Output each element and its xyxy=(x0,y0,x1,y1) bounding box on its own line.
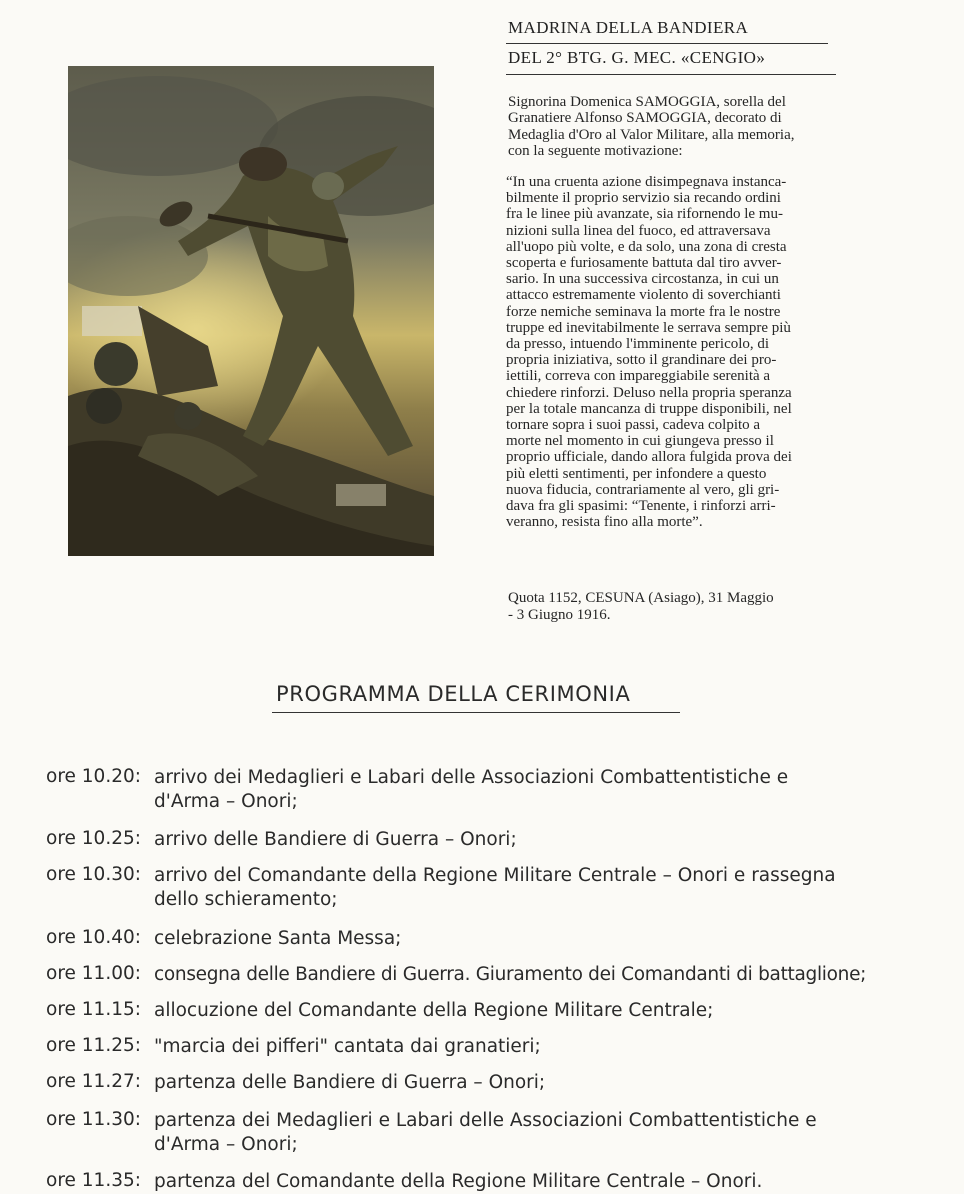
soldier-running-illustration xyxy=(68,66,434,556)
schedule-time: ore 11.15: xyxy=(46,999,141,1020)
schedule-item xyxy=(46,1170,910,1194)
schedule-text: allocuzione del Comandante della Regione Militare Centrale; xyxy=(154,1000,714,1021)
schedule-time: ore 11.25: xyxy=(46,1035,141,1056)
schedule-item xyxy=(46,999,910,1023)
schedule-text: arrivo delle Bandiere di Guerra – Onori; xyxy=(154,829,517,850)
place-date: Quota 1152, CESUNA (Asiago), 31 Maggio - 3 Giugno 1916. xyxy=(508,590,774,623)
schedule-time: ore 11.30: xyxy=(46,1109,141,1130)
schedule-time: ore 10.25: xyxy=(46,828,141,849)
schedule-time: ore 10.20: xyxy=(46,766,141,787)
schedule-item xyxy=(46,927,910,951)
intro-paragraph: Signorina Domenica SAMOGGIA, sorella del Granatiere Alfonso SAMOGGIA, decorato di Medaglia d'Oro al Valor Militare, alla memoria, con la seguente motivazione: xyxy=(508,94,795,160)
schedule-item xyxy=(46,766,910,814)
schedule-text: consegna delle Bandiere di Guerra. Giuramento dei Comandanti di battaglione; xyxy=(154,964,867,985)
schedule-text: partenza delle Bandiere di Guerra – Onori; xyxy=(154,1072,546,1093)
schedule-item xyxy=(46,1109,910,1157)
schedule-text: "marcia dei pifferi" cantata dai granatieri; xyxy=(154,1036,541,1057)
schedule-time: ore 10.40: xyxy=(46,927,141,948)
schedule-text: arrivo dei Medaglieri e Labari delle Associazioni Combattentistiche e d'Arma – Onori; xyxy=(154,767,789,812)
title-underline-1 xyxy=(506,43,828,44)
schedule-time: ore 11.27: xyxy=(46,1071,141,1092)
schedule-time: ore 10.30: xyxy=(46,864,141,885)
schedule-text: celebrazione Santa Messa; xyxy=(154,928,402,949)
schedule-text: partenza dei Medaglieri e Labari delle Associazioni Combattentistiche e d'Arma – Onori; xyxy=(154,1110,817,1155)
title-line-1: MADRINA DELLA BANDIERA xyxy=(508,18,749,37)
schedule-time: ore 11.00: xyxy=(46,963,141,984)
schedule-item xyxy=(46,1071,910,1095)
schedule-time: ore 11.35: xyxy=(46,1170,141,1191)
schedule-item xyxy=(46,864,910,912)
title-line-2: DEL 2° BTG. G. MEC. «CENGIO» xyxy=(508,48,766,67)
title-underline-2 xyxy=(506,74,836,75)
war-painting xyxy=(68,66,434,556)
schedule-text: partenza del Comandante della Regione Militare Centrale – Onori. xyxy=(154,1171,763,1192)
schedule-item xyxy=(46,1035,910,1059)
programma-underline xyxy=(272,712,680,713)
programma-title: PROGRAMMA DELLA CERIMONIA xyxy=(276,682,631,706)
motivation-paragraph: “In una cruenta azione disimpegnava instanca- bilmente il proprio servizio sia recando ordini fra le linee più avanzate, sia rifornendo le mu- nizioni sulla linea del fuoco, ed attraversava all'uopo più volte, e da solo, una zona di cresta scoperta e furiosamente battuta dal tiro avver- sario. In una successiva circostanza, in cui un attacco estremamente violento di soverchianti forze nemiche seminava la morte fra le nostre truppe ed inevitabilmente le serrava sempre più da presso, intuendo l'imminente pericolo, di propria iniziativa, sotto il grandinare dei pro- iettili, correva con impareggiabile serenità a chiedere rinforzi. Deluso nella propria speranza per la totale mancanza di truppe disponibili, nel tornare sopra i suoi passi, cadeva colpito a morte nel momento in cui giungeva presso il proprio ufficiale, dando allora fulgida prova dei più eletti sentimenti, per infondere a questo nuova fiducia, contrariamente al vero, gli gri- dava fra gli spasimi: “Tenente, i rinforzi arri- veranno, resista fino alla morte”. xyxy=(506,174,792,531)
schedule-item xyxy=(46,963,910,987)
schedule-item xyxy=(46,828,910,852)
schedule-text: arrivo del Comandante della Regione Militare Centrale – Onori e rassegna dello schieramento; xyxy=(154,865,836,910)
